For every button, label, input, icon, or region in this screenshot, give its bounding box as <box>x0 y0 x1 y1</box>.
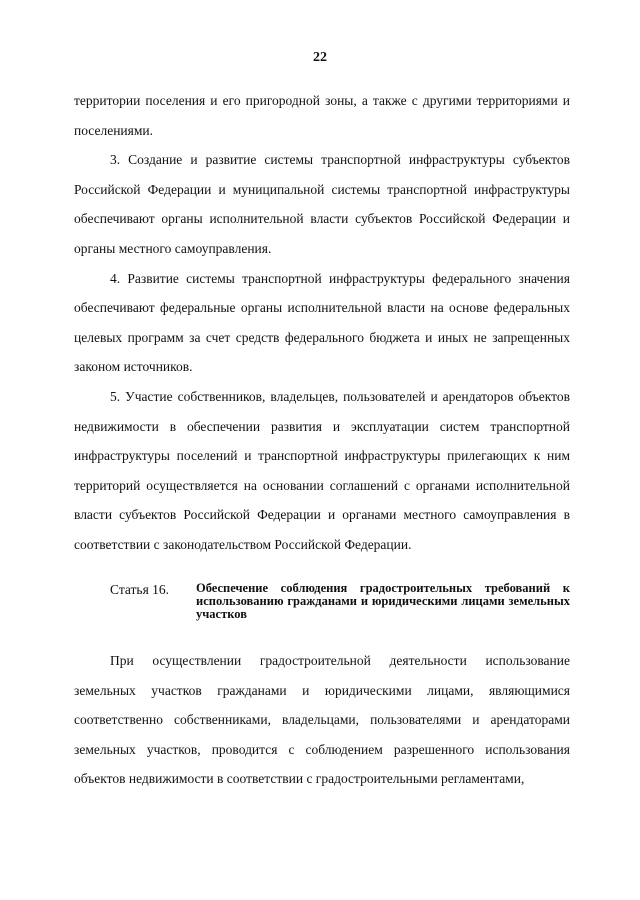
article-heading <box>110 582 570 621</box>
paragraph-continuation: территории поселения и его пригородной зоны, а также с другими территориями и поселениями. <box>74 93 570 138</box>
body-text-section <box>74 86 570 560</box>
page-number: 22 <box>313 50 327 65</box>
article-body-paragraph: При осуществлении градостроительной деятельности использование земельных участков гражданами и юридическими лицами, являющимися соответственно собственниками, владельцами, пользователями и арендаторами земельных участков, проводится с соблюдением разрешенного использования объектов недвижимости в соответствии с градостроительными регламентами, <box>74 653 570 787</box>
article-label: Статья 16. <box>110 582 170 597</box>
article-title: Обеспечение соблюдения градостроительных требований к использованию гражданами и юридическими лицами земельных участков <box>196 581 570 621</box>
paragraph-item-4: 4. Развитие системы транспортной инфраструктуры федерального значения обеспечивают федеральные органы исполнительной власти на основе федеральных целевых программ за счет средств федерального бюджета и иных не запрещенных законом источников. <box>74 270 570 375</box>
article-body-section <box>74 646 570 794</box>
paragraph-item-3: 3. Создание и развитие системы транспортной инфраструктуры субъектов Российской Федерации и муниципальной системы транспортной инфраструктуры обеспечивают органы исполнительной власти субъектов Российской Федерации и органы местного самоуправления. <box>74 152 570 256</box>
paragraph-item-5: 5. Участие собственников, владельцев, пользователей и арендаторов объектов недвижимости в обеспечении развития и эксплуатации систем транспортной инфраструктуры поселений и транспортной инфраструктуры прилегающих к ним территорий осуществляется на основании соглашений с органами исполнительной власти субъектов Российской Федерации и органами местного самоуправления в соответствии с законодательством Российской Федерации. <box>74 388 570 552</box>
